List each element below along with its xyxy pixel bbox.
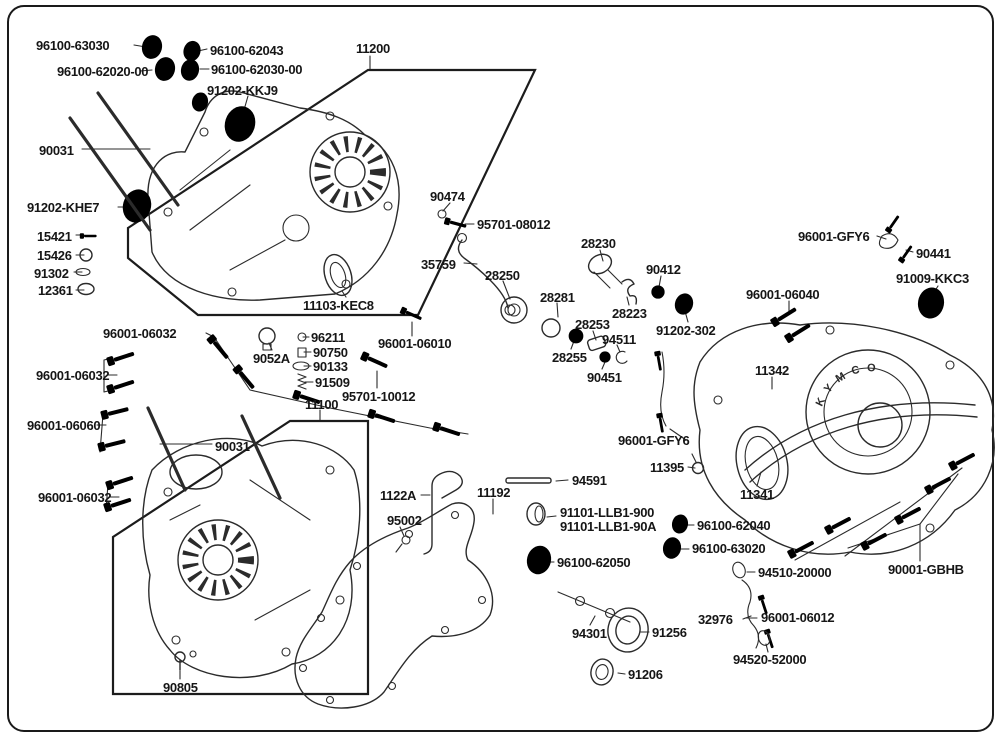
part-label-l-28230: 28230 <box>581 236 616 251</box>
part-label-l-96001-GFY6-a: 96001-GFY6 <box>798 229 870 244</box>
part-label-l-90805: 90805 <box>163 680 198 695</box>
part-label-l-11341: 11341 <box>740 487 774 502</box>
part-label-l-28250: 28250 <box>485 268 520 283</box>
part-label-l-11342: 11342 <box>755 363 789 378</box>
part-label-l-91101-LLB1-900: 91101-LLB1-900 <box>560 505 655 520</box>
part-label-l-96001-06060: 96001-06060 <box>27 418 101 433</box>
part-label-l-15426: 15426 <box>37 248 72 263</box>
part-label-l-90133: 90133 <box>313 359 348 374</box>
part-label-l-94510-20000: 94510-20000 <box>758 565 832 580</box>
part-label-l-95002: 95002 <box>387 513 422 528</box>
part-label-l-96100-62040: 96100-62040 <box>697 518 771 533</box>
part-label-l-96211: 96211 <box>311 330 345 345</box>
part-label-l-91202-KKJ9: 91202-KKJ9 <box>207 83 278 98</box>
part-label-l-11100: 11100 <box>305 397 339 412</box>
part-label-l-94511: 94511 <box>602 332 636 347</box>
part-label-l-90412: 90412 <box>646 262 681 277</box>
part-label-l-96100-62020-00: 96100-62020-00 <box>57 64 149 79</box>
part-label-l-96001-06032-c: 96001-06032 <box>38 490 112 505</box>
part-label-l-9052A: 9052A <box>253 351 290 366</box>
part-label-l-11395: 11395 <box>650 460 684 475</box>
part-label-l-28253: 28253 <box>575 317 610 332</box>
kymco-logo-text: KYMCO <box>813 361 883 409</box>
part-label-l-91206: 91206 <box>628 667 663 682</box>
part-label-l-28223: 28223 <box>612 306 647 321</box>
part-label-l-35759: 35759 <box>421 257 456 272</box>
part-label-l-96100-63020: 96100-63020 <box>692 541 766 556</box>
part-label-l-91509: 91509 <box>315 375 350 390</box>
part-label-l-96001-GFY6-b: 96001-GFY6 <box>618 433 690 448</box>
part-label-l-11103-KEC8: 11103-KEC8 <box>303 298 374 313</box>
part-label-l-90474: 90474 <box>430 189 465 204</box>
part-label-l-94301: 94301 <box>572 626 607 641</box>
part-label-l-94591: 94591 <box>572 473 607 488</box>
part-label-l-90451: 90451 <box>587 370 622 385</box>
part-label-l-96001-06032-b: 96001-06032 <box>36 368 110 383</box>
part-label-l-15421: 15421 <box>37 229 72 244</box>
part-label-l-96100-62030-00: 96100-62030-00 <box>211 62 303 77</box>
part-label-l-11192: 11192 <box>477 485 511 500</box>
part-label-l-96001-06012: 96001-06012 <box>761 610 835 625</box>
part-label-l-90441: 90441 <box>916 246 951 261</box>
part-label-l-1122A: 1122A <box>380 488 417 503</box>
part-label-l-91302: 91302 <box>34 266 69 281</box>
part-label-l-90750: 90750 <box>313 345 348 360</box>
part-label-l-12361: 12361 <box>38 283 73 298</box>
part-label-l-91101-LLB1-90A: 91101-LLB1-90A <box>560 519 657 534</box>
part-label-l-91256: 91256 <box>652 625 687 640</box>
part-label-l-11200: 11200 <box>356 41 390 56</box>
part-label-l-90031-b: 90031 <box>215 439 250 454</box>
part-label-l-96001-06032-a: 96001-06032 <box>103 326 177 341</box>
part-label-l-28255: 28255 <box>552 350 587 365</box>
part-label-l-91202-302: 91202-302 <box>656 323 716 338</box>
part-label-l-96001-06010: 96001-06010 <box>378 336 452 351</box>
part-label-l-90031-a: 90031 <box>39 143 74 158</box>
part-label-l-94520-52000: 94520-52000 <box>733 652 807 667</box>
part-label-l-96100-62050: 96100-62050 <box>557 555 631 570</box>
part-label-l-90001-GBHB: 90001-GBHB <box>888 562 964 577</box>
part-label-l-96100-63030: 96100-63030 <box>36 38 110 53</box>
part-label-l-32976: 32976 <box>698 612 733 627</box>
part-label-l-95701-10012: 95701-10012 <box>342 389 416 404</box>
part-label-l-28281: 28281 <box>540 290 575 305</box>
part-label-l-91009-KKC3: 91009-KKC3 <box>896 271 969 286</box>
part-label-l-95701-08012: 95701-08012 <box>477 217 551 232</box>
part-label-l-96001-06040: 96001-06040 <box>746 287 820 302</box>
part-label-l-91202-KHE7: 91202-KHE7 <box>27 200 100 215</box>
part-label-l-96100-62043: 96100-62043 <box>210 43 284 58</box>
